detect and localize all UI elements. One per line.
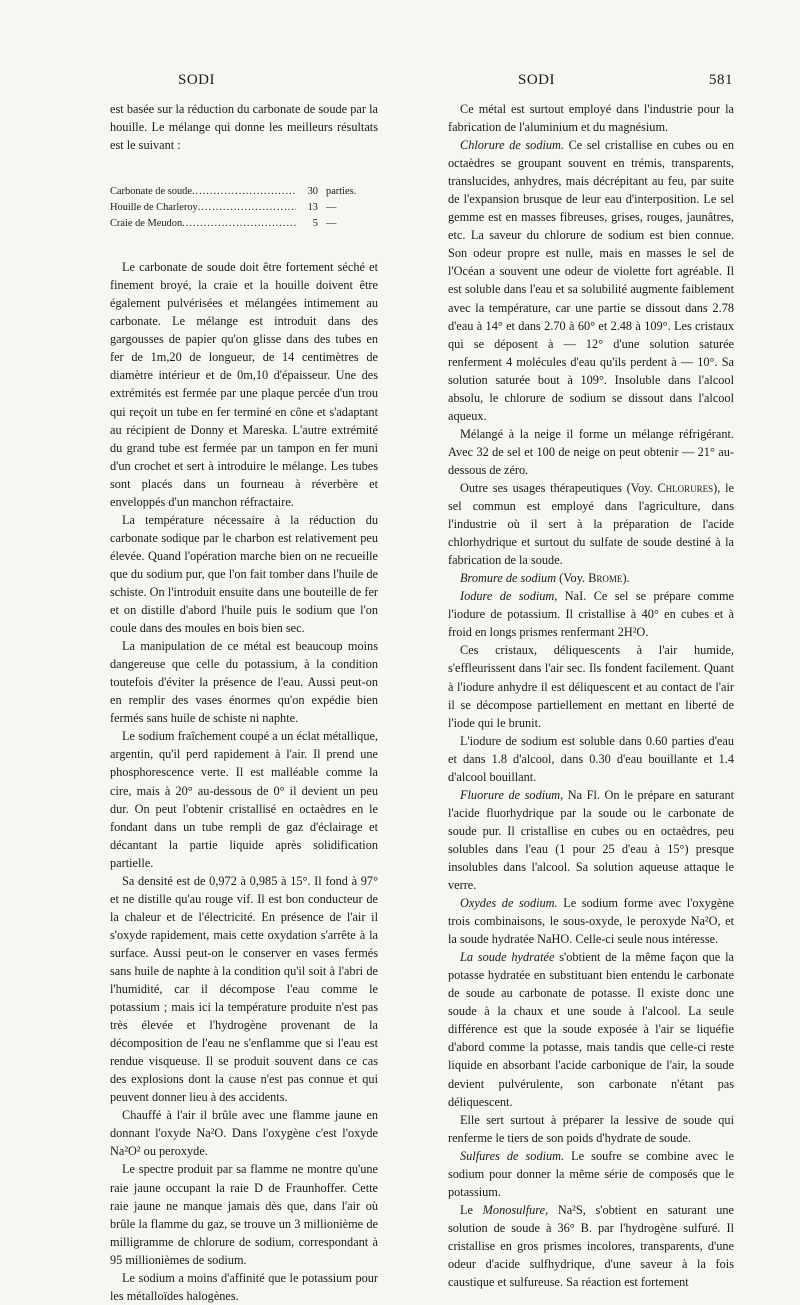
body-paragraph: Mélangé à la neige il forme un mélange réfrigérant. Avec 32 de sel et 100 de neige on peut obtenir — 21° au-dessous de zéro. [448,426,734,477]
body-paragraph: La température nécessaire à la réduction du carbonate sodique par le charbon est relativement peu élevée. Quand l'opération marche bien on ne recueille que du sodium pur, que l'on fait tomber dans l'huile de schiste. On l'introduit ensuite dans une bouteille de fer et on distille d'abord l'huile puis le sodium que l'on coule dans des moules en bois bien sec. [110,512,378,636]
recipe-unit: — [326,202,337,214]
body-paragraph: Ce métal est surtout employé dans l'industrie pour la fabrication de l'aluminium et du magnésium. [448,102,734,135]
recipe-ingredient: Carbonate de soude [110,186,192,198]
entry-text: Outre ses usages thérapeutiques (Voy. [460,480,658,495]
entry-title: Fluorure de sodium, [460,787,564,802]
entry-monosulfure [448,1201,734,1291]
recipe-quantity: 30 [307,186,318,198]
recipe-quantity: 13 [307,202,318,214]
recipe-ingredient: Craie de Meudon [110,218,183,230]
body-paragraph: Le sodium fraîchement coupé a un éclat métallique, argentin, qu'il perd rapidement à l'air. Il prend une phosphorescence verte. Il est malléable comme la cire, mais à 20° au-dessous de 0° il devient un peu dur. On peut l'obtenir cristallisé en octaèdres en le fondant dans un tube rempli de gaz d'éclairage et décantant la partie liquide après solidification partielle. [110,729,378,870]
intro-paragraph: est basée sur la réduction du carbonate de soude par la houille. Le mélange qui donne les meilleurs résultats est le suivant : [110,102,378,153]
entry-text: ), le sel commun est employé dans l'agriculture, dans l'industrie où il sert à la préparation de l'acide chlorhydrique et surtout du sulfate de soude destiné à la fabrication de la soude. [448,480,734,568]
body-paragraph: Le spectre produit par sa flamme ne montre qu'une raie jaune occupant la raie D de Fraunhoffer. Cette raie jaune ne manque jamais dès que, dans l'air où brûle la flamme du gaz, se trouve un 3 millionième de milligramme de chlorure de sodium, correspondant à 95 millionièmes de sodium. [110,1162,378,1267]
entry-fluorure [448,786,734,894]
right-column [448,100,734,1291]
body-paragraph: Ces cristaux, déliquescents à l'air humide, s'effleurissent dans l'air sec. Ils fondent facilement. Quant à l'iodure anhydre il est déliquescent et au contact de l'air il se décompose partiellement en mettant en liberté de l'iode qui le brunit. [448,643,734,730]
entry-title: Monosulfure, [482,1202,549,1217]
cross-reference: Brome [588,571,623,586]
entry-text: Le soufre se combine avec le sodium pour donner la même série de composés que le potassium. [448,1148,734,1199]
entry-text: s'obtient de la même façon que la potasse hydratée en substituant bien entendu le carbonate de soude au carbonate de potasse. Il existe donc une soude à la chaux et une soude à l'alcool. La seule différence est que la soude exposée à l'air se liquéfie d'abord comme la potasse, mais tandis que celle-ci reste liquide en absorbant l'acide carbonique de l'air, la soude devient pulvérulente, son carbonate n'étant pas déliquescent. [448,950,734,1109]
entry-chlorure [448,136,734,425]
entry-sulfures [448,1147,734,1201]
leader-dots [192,184,296,200]
entry-text: ). [622,571,630,586]
recipe-quantity: 5 [312,218,318,230]
header-left-title: SODI [178,72,216,88]
entry-text: (Voy. [556,571,589,586]
entry-bromure [448,569,734,587]
body-paragraph: Le sodium a moins d'affinité que le potassium pour les métalloïdes halogènes. [110,1270,378,1303]
recipe-ingredient: Houille de Charleroy [110,202,198,214]
recipe-row [110,184,378,200]
leader-dots [198,200,296,216]
recipe-unit: — [326,218,337,230]
entry-soude [448,948,734,1110]
entry-title: Bromure de sodium [460,571,557,586]
entry-oxydes [448,894,734,948]
body-paragraph: La manipulation de ce métal est beaucoup moins dangereuse que celle du potassium, à la condition toutefois d'éviter la présence de l'eau. Aussi peut-on en remplir des vases énormes qu'on expédie bien fermés sans huile de schiste ni naphte. [110,639,378,726]
entry-title: Chlorure de sodium. [460,138,564,153]
entry-title: Oxydes de sodium. [460,896,558,911]
body-paragraph [448,479,734,569]
body-paragraph: Le carbonate de soude doit être fortement séché et finement broyé, la craie et la houille doivent être également pulvérisées et mélangées intimement au carbonate. Le mélange est introduit dans des gargousses de papier qu'on glisse dans des tubes en fer de 1m,20 de longueur, de 14 centimètres de diamètre intérieur et de 0m,10 d'épaisseur. Une des extrémités est fermée par une plaque percée d'un trou qui reçoit un tube en fer terminé en cône et s'adaptant au récipient de Donny et Mareska. L'autre extrémité du grand tube est fermée par un tampon en fer muni d'un crochet et sert à introduire le mélange. Les tubes sont placés dans un fourneau à réverbère et enveloppés d'un manchon réfractaire. [110,260,378,509]
entry-title: La soude hydratée [460,950,555,965]
page-number: 581 [709,72,733,88]
recipe-table [110,184,378,232]
entry-title: Sulfures de sodium. [460,1148,565,1163]
recipe-row [110,200,378,216]
recipe-unit: parties. [326,186,357,198]
body-paragraph: Sa densité est de 0,972 à 0,985 à 15°. Il fond à 97° et ne distille qu'au rouge vif. Il est bon conducteur de la chaleur et de l'électricité. En présence de l'air il s'oxyde rapidement, mais cette oxydation s'arrête à la surface. Aussi peut-on le conserver en vases fermés sans huile de naphte à la condition qu'il soit à l'abri de l'humidité, car il décompose l'eau comme le potassium ; mais ici la température produite n'est pas très élevée et l'hydrogène provenant de la décomposition de l'eau ne s'enflamme que si l'eau est rendue visqueuse. Il se produit souvent dans ce cas des explosions dont la cause n'est pas connue et qui peuvent donner lieu à des accidents. [110,873,378,1105]
entry-text: Na²S, s'obtient en saturant une solution de soude à 36° B. par l'hydrogène sulfuré. Il cristallise en gros prismes incolores, transparents, d'une odeur d'acide sulfhydrique, d'une saveur à la fois caustique et sulfureuse. Sa réaction est fortement [448,1202,734,1290]
recipe-row [110,216,378,232]
entry-text: Ce sel cristallise en cubes ou en octaèdres se groupant souvent en trémis, transparents, translucides, anhydres, mais décrépitant au feu, par suite de l'expansion brusque de leur eau d'interposition. Le sel gemme est en masses fibreuses, grises, rouges, jaunâtres, etc. La saveur du chlorure de sodium est bien connue. Son odeur propre est nulle, mais en masses le sel de l'Océan a souvent une odeur de violette fort agréable. Il est soluble dans l'eau et sa solubilité augmente faiblement avec la température, car une partie se dissout dans 2.78 d'eau à 14° et dans 2.70 à 60° et 2.48 à 109°. Les cristaux qui se déposent à — 12° d'une solution saturée renferment 4 molécules d'eau qu'ils perdent à — 10°. Sa solution saturée bout à 109°. Insoluble dans l'alcool absolu, le chlorure de sodium se dissout dans l'alcool aqueux. [448,138,734,423]
entry-text: Le [460,1202,483,1217]
entry-text: Le sodium forme avec l'oxygène trois combinaisons, le sous-oxyde, le peroxyde Na²O, et la soude hydratée NaHO. Celle-ci seule nous intéresse. [448,896,734,947]
entry-text: Na Fl. On le prépare en saturant l'acide fluorhydrique par la soude ou le carbonate de soude pur. Il cristallise en cubes ou en octaèdres, peu solubles dans l'eau (1 pour 25 d'eau à 15°) presque insolubles dans l'alcool. Sa solution aqueuse attaque le verre. [448,787,735,893]
header-right-title: SODI [518,72,556,88]
leader-dots [182,216,296,232]
entry-text: NaI. Ce sel se prépare comme l'iodure de potassium. Il cristallise à 40° en cubes et à froid en longs prismes renfermant 2H²O. [448,589,734,640]
running-header [0,72,800,96]
left-column [110,100,378,1305]
body-paragraph: Elle sert surtout à préparer la lessive de soude qui renferme le tiers de son poids d'hydrate de soude. [448,1112,734,1145]
cross-reference: Chlorures [657,480,714,495]
entry-iodure [448,587,734,641]
body-paragraph: L'iodure de sodium est soluble dans 0.60 parties d'eau et dans 1.8 d'alcool, dans 0.30 d'eau bouillante et 1.4 d'alcool bouillant. [448,733,734,784]
body-paragraph: Chauffé à l'air il brûle avec une flamme jaune en donnant l'oxyde Na²O. Dans l'oxygène c'est l'oxyde Na²O² ou peroxyde. [110,1108,378,1159]
entry-title: Iodure de sodium, [460,589,558,604]
